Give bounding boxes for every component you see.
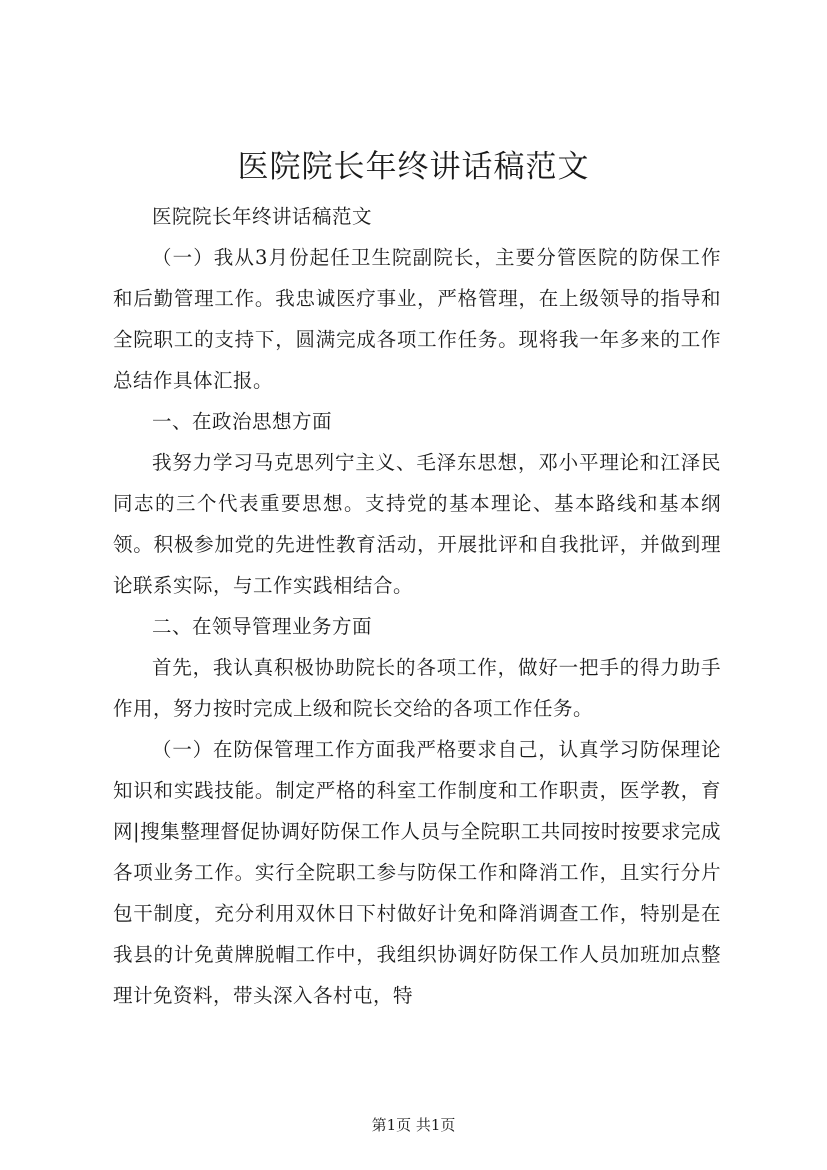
paragraph-subtitle: 医院院长年终讲话稿范文: [152, 205, 373, 228]
paragraph-epidemic-prevention: （一）在防保管理工作方面我严格要求自己，认真学习防保理论知识和实践技能。制定严格的科室工作制度和工作职责，医学教，育网|搜集整理督促协调好防保工作人员与全院职工共同按时按要求完成各项业务工作。实行全院职工参与防保工作和降消工作，且实行分片包干制度，充分利用双休日下村做好计免和降消调查工作，特别是在我县的计免黄牌脱帽工作中，我组织协调好防保工作人员加班加点整理计免资料，带头深入各村屯，特: [113, 738, 721, 1007]
page-footer: 第1页 共1页: [371, 1116, 456, 1134]
section-heading-management: 二、在领导管理业务方面: [152, 615, 373, 638]
document-title: 医院院长年终讲话稿范文: [237, 149, 590, 185]
paragraph-intro: （一）我从3月份起任卫生院副院长，主要分管医院的防保工作和后勤管理工作。我忠诚医疗事业，严格管理，在上级领导的指导和全院职工的支持下，圆满完成各项工作任务。现将我一年多来的工作总结作具体汇报。: [113, 246, 721, 392]
paragraph-political: 我努力学习马克思列宁主义、毛泽东思想，邓小平理论和江泽民同志的三个代表重要思想。支持党的基本理论、基本路线和基本纲领。积极参加党的先进性教育活动，开展批评和自我批评，并做到理论联系实际，与工作实践相结合。: [113, 451, 721, 597]
paragraph-management-first: 首先，我认真积极协助院长的各项工作，做好一把手的得力助手作用，努力按时完成上级和院长交给的各项工作任务。: [113, 656, 721, 720]
section-heading-political: 一、在政治思想方面: [152, 410, 333, 433]
document-body: [113, 196, 721, 1016]
